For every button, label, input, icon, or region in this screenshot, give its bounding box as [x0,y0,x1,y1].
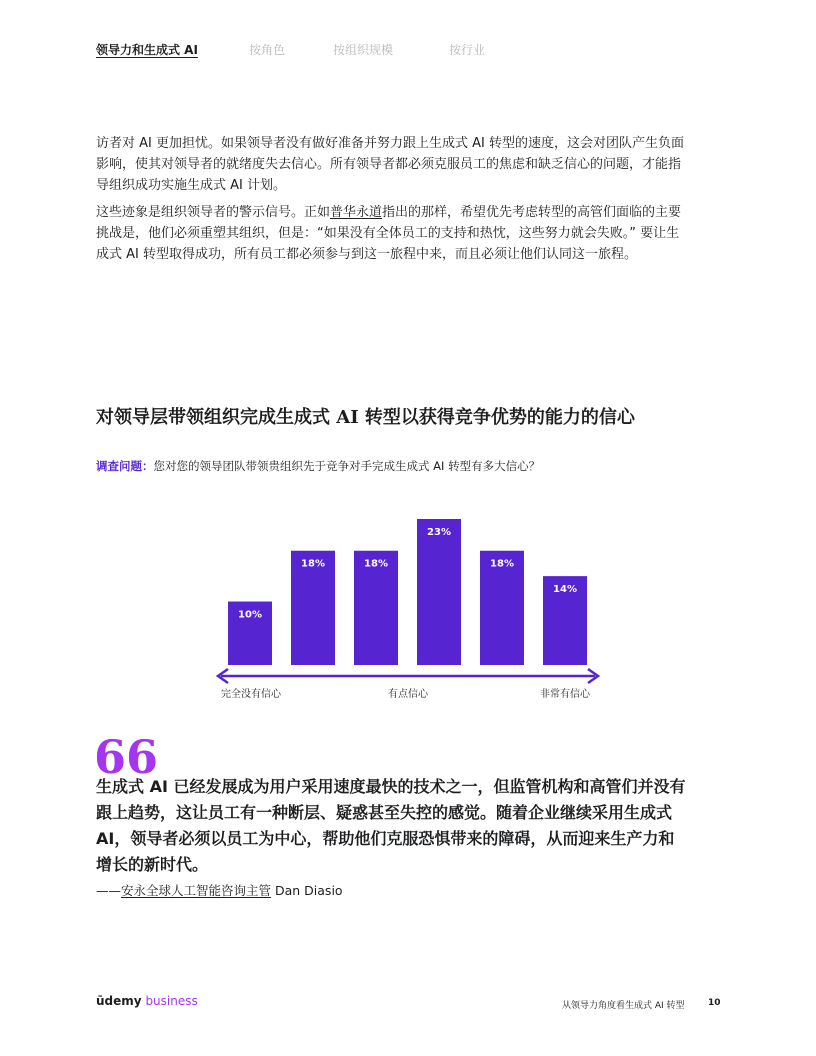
logo-business: business [145,994,198,1008]
chart-bar-4 [417,519,461,665]
udemy-business-logo [96,994,198,1008]
body-paragraph-1: 访者对 AI 更加担忧。如果领导者没有做好准备并努力跟上生成式 AI 转型的速度，这会对团队产生负面影响，使其对领导者的就绪度失去信心。所有领导者都必须克服员工的焦虑和缺乏信心的问题，才能指导组织成功实施生成式 AI 计划。 [96,136,684,193]
quote-mark-icon: 66 [94,730,159,784]
attribution-dash: —— [96,883,121,898]
axis-label-right: 非常有信心 [540,689,590,700]
chart-bar-label-1: 10% [238,609,262,621]
chart-bar-label-3: 18% [364,558,388,570]
axis-label-middle: 有点信心 [388,689,428,700]
pwc-link[interactable]: 普华永道 [330,205,383,220]
body-paragraph-2 [96,202,686,265]
axis-label-left: 完全没有信心 [221,689,281,700]
page-number: 10 [708,998,721,1008]
section-heading: 对领导层带领组织完成生成式 AI 转型以获得竞争优势的能力的信心 [96,407,635,428]
nav-tab-by-industry[interactable]: 按行业 [449,43,486,57]
attribution-name: Dan Diasio [271,883,343,898]
attribution-link[interactable]: 安永全球人工智能咨询主管 [121,883,272,898]
paragraph-2-text-end: 指出的那样，希望优先考虑转型的高管们面临的主要挑战是，他们必须重塑其组织，但是：“如果没有全体员工的支持和热忱，这些努力就会失败。” 要让生成式 AI 转型取得成功，所有员工都必须参与到这一旅程中来，而且必须让他们认同这一旅程。 [96,205,682,262]
pull-quote: 生成式 AI 已经发展成为用户采用速度最快的技术之一，但监管机构和高管们并没有跟上趋势，这让员工有一种断层、疑惑甚至失控的感觉。随着企业继续采用生成式 AI，领导者必须以员工为中心，帮助他们克服恐惧带来的障碍，从而迎来生产力和增长的新时代。 [96,777,686,874]
survey-question [96,458,540,474]
chart-bar-label-5: 18% [490,558,514,570]
chart-bar-label-4: 23% [427,527,451,538]
paragraph-2-text-start: 这些迹象是组织领导者的警示信号。正如 [96,205,331,220]
chart-bar-label-6: 14% [553,584,577,596]
chart-bar-label-2: 18% [301,558,325,570]
quote-attribution [96,881,343,899]
survey-question-text: 您对您的领导团队带领贵组织先于竞争对手完成生成式 AI 转型有多大信心？ [153,459,541,473]
confidence-bar-chart [200,505,610,710]
footer-document-title: 从领导力角度看生成式 AI 转型 [562,1001,685,1011]
nav-tab-by-org-size[interactable]: 按组织规模 [333,43,394,57]
nav-tab-by-role[interactable]: 按角色 [249,43,286,57]
chart-bars [228,519,587,665]
survey-question-label: 调查问题： [96,459,154,473]
logo-brand: ūdemy [96,994,142,1008]
nav-tab-leadership[interactable]: 领导力和生成式 AI [96,43,198,57]
